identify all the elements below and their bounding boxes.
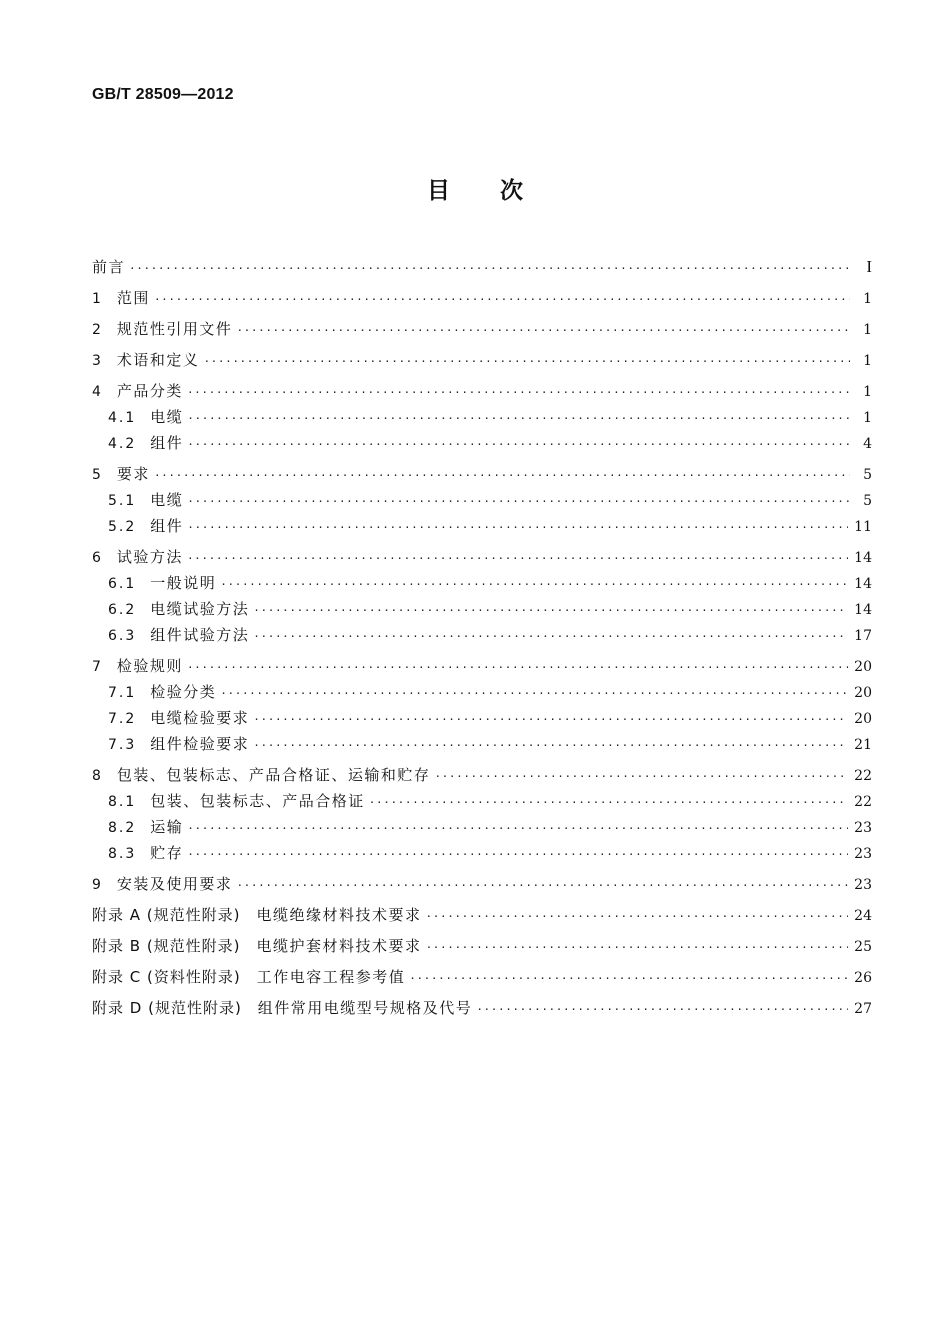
toc-entry-6[interactable] <box>92 546 872 572</box>
toc-entry-number: 8.3 <box>108 846 137 862</box>
toc-entry-page: 5 <box>863 467 872 483</box>
toc-entry-page: 22 <box>854 794 872 810</box>
toc-entry-page: 1 <box>863 291 872 307</box>
toc-entry-3[interactable] <box>92 349 872 375</box>
toc-entry-number: 3 <box>92 353 103 369</box>
toc-entry-7[interactable] <box>92 655 872 681</box>
toc-entry-2[interactable] <box>92 318 872 344</box>
toc-entry-4[interactable] <box>92 380 872 406</box>
toc-entry-label: 电缆绝缘材料技术要求 <box>256 906 422 924</box>
toc-entry-number: 7.2 <box>108 711 137 727</box>
toc-entry-page: 23 <box>854 846 872 862</box>
toc-entry-5-2[interactable] <box>92 515 872 541</box>
toc-entry-page: 14 <box>854 602 872 618</box>
toc-entry-4-2[interactable] <box>92 432 872 458</box>
toc-entry-label: 安装及使用要求 <box>116 875 233 893</box>
table-of-contents <box>92 256 872 1023</box>
toc-entry-label: 要求 <box>116 465 150 483</box>
toc-entry-page: 11 <box>854 519 872 535</box>
toc-entry-annex-c[interactable] <box>92 966 872 992</box>
toc-entry-annex-a[interactable] <box>92 904 872 930</box>
leader-dots <box>203 356 850 367</box>
toc-entry-label: 组件常用电缆型号规格及代号 <box>257 999 473 1017</box>
toc-entry-foreword[interactable] <box>92 256 872 282</box>
leader-dots <box>236 880 848 891</box>
toc-entry-5[interactable] <box>92 463 872 489</box>
toc-entry-label: 包装、包装标志、产品合格证 <box>150 792 365 810</box>
leader-dots <box>426 911 849 922</box>
toc-entry-number: 6.1 <box>108 576 137 592</box>
toc-entry-8-3[interactable] <box>92 842 872 868</box>
leader-dots <box>187 439 850 450</box>
toc-entry-annex-b[interactable] <box>92 935 872 961</box>
toc-entry-7-2[interactable] <box>92 707 872 733</box>
toc-entry-label: 电缆 <box>150 491 184 509</box>
toc-entry-7-1[interactable] <box>92 681 872 707</box>
toc-entry-number: 8 <box>92 768 103 784</box>
leader-dots <box>187 823 848 834</box>
toc-entry-label: 检验规则 <box>116 657 183 675</box>
leader-dots <box>220 688 848 699</box>
toc-entry-1[interactable] <box>92 287 872 313</box>
toc-entry-page: I <box>866 257 872 276</box>
toc-entry-label: 组件 <box>150 517 184 535</box>
leader-dots <box>253 714 848 725</box>
toc-entry-number: 1 <box>92 291 103 307</box>
toc-entry-page: 23 <box>854 820 872 836</box>
toc-entry-page: 24 <box>854 908 872 924</box>
toc-entry-number: 5 <box>92 467 103 483</box>
toc-entry-page: 20 <box>854 659 872 675</box>
toc-entry-6-1[interactable] <box>92 572 872 598</box>
toc-entry-label: 工作电容工程参考值 <box>256 968 406 986</box>
leader-dots <box>476 1004 848 1015</box>
toc-entry-page: 25 <box>854 939 872 955</box>
leader-dots <box>426 942 849 953</box>
toc-entry-page: 23 <box>854 877 872 893</box>
toc-entry-number: 7.3 <box>108 737 137 753</box>
toc-entry-annex-d[interactable] <box>92 997 872 1023</box>
toc-entry-8[interactable] <box>92 764 872 790</box>
leader-dots <box>253 605 848 616</box>
toc-entry-label: 电缆护套材料技术要求 <box>256 937 422 955</box>
toc-entry-label: 试验方法 <box>116 548 183 566</box>
leader-dots <box>253 740 848 751</box>
toc-entry-6-2[interactable] <box>92 598 872 624</box>
leader-dots <box>129 263 850 274</box>
toc-entry-number: 6.3 <box>108 628 137 644</box>
leader-dots <box>236 325 850 336</box>
leader-dots <box>187 849 848 860</box>
leader-dots <box>409 973 848 984</box>
toc-entry-label: 组件试验方法 <box>150 626 250 644</box>
toc-entry-page: 14 <box>854 576 872 592</box>
leader-dots <box>253 631 848 642</box>
toc-entry-4-1[interactable] <box>92 406 872 432</box>
toc-entry-number: 8.2 <box>108 820 137 836</box>
toc-entry-number: 6 <box>92 550 103 566</box>
toc-entry-number: 2 <box>92 322 103 338</box>
leader-dots <box>187 522 848 533</box>
annex-tag: 附录 C (资料性附录) <box>92 968 241 986</box>
toc-entry-label: 电缆检验要求 <box>150 709 250 727</box>
toc-entry-number: 7.1 <box>108 685 137 701</box>
toc-entry-page: 21 <box>854 737 872 753</box>
toc-entry-page: 1 <box>863 384 872 400</box>
toc-entry-8-2[interactable] <box>92 816 872 842</box>
toc-entry-7-3[interactable] <box>92 733 872 759</box>
toc-entry-page: 1 <box>863 353 872 369</box>
toc-entry-label: 检验分类 <box>150 683 217 701</box>
toc-entry-number: 4.2 <box>108 436 137 452</box>
toc-entry-number: 4 <box>92 384 103 400</box>
toc-entry-page: 1 <box>863 322 872 338</box>
annex-tag: 附录 A (规范性附录) <box>92 906 241 924</box>
toc-entry-number: 6.2 <box>108 602 137 618</box>
toc-entry-label: 组件检验要求 <box>150 735 250 753</box>
toc-entry-label: 前言 <box>92 258 126 276</box>
toc-entry-page: 26 <box>854 970 872 986</box>
leader-dots <box>187 387 850 398</box>
toc-entry-label: 电缆试验方法 <box>150 600 250 618</box>
leader-dots <box>187 662 848 673</box>
toc-entry-label: 规范性引用文件 <box>116 320 233 338</box>
toc-entry-page: 14 <box>854 550 872 566</box>
toc-entry-label: 范围 <box>116 289 150 307</box>
annex-tag: 附录 B (规范性附录) <box>92 937 241 955</box>
toc-entry-page: 4 <box>863 436 872 452</box>
toc-entry-8-1[interactable] <box>92 790 872 816</box>
toc-entry-label: 贮存 <box>150 844 184 862</box>
toc-entry-number: 7 <box>92 659 103 675</box>
toc-entry-page: 27 <box>854 1001 872 1017</box>
toc-entry-label: 术语和定义 <box>116 351 200 369</box>
leader-dots <box>187 496 850 507</box>
toc-entry-page: 22 <box>854 768 872 784</box>
toc-entry-page: 5 <box>863 493 872 509</box>
toc-entry-6-3[interactable] <box>92 624 872 650</box>
leader-dots <box>187 413 850 424</box>
annex-tag: 附录 D (规范性附录) <box>92 999 242 1017</box>
toc-entry-number: 5.1 <box>108 493 137 509</box>
leader-dots <box>154 294 850 305</box>
leader-dots <box>154 470 850 481</box>
toc-entry-label: 运输 <box>150 818 184 836</box>
toc-entry-9[interactable] <box>92 873 872 899</box>
toc-entry-number: 4.1 <box>108 410 137 426</box>
leader-dots <box>187 553 848 564</box>
leader-dots <box>369 797 848 808</box>
toc-entry-label: 电缆 <box>150 408 184 426</box>
toc-entry-page: 1 <box>863 410 872 426</box>
toc-entry-page: 17 <box>854 628 872 644</box>
toc-entry-label: 一般说明 <box>150 574 217 592</box>
page-title: 目次 <box>427 178 573 204</box>
toc-entry-label: 组件 <box>150 434 184 452</box>
toc-entry-page: 20 <box>854 711 872 727</box>
toc-entry-label: 产品分类 <box>116 382 183 400</box>
toc-entry-5-1[interactable] <box>92 489 872 515</box>
leader-dots <box>220 579 848 590</box>
toc-entry-number: 8.1 <box>108 794 137 810</box>
toc-entry-number: 9 <box>92 877 103 893</box>
standard-code: GB/T 28509—2012 <box>92 86 234 103</box>
toc-entry-page: 20 <box>854 685 872 701</box>
toc-entry-number: 5.2 <box>108 519 137 535</box>
leader-dots <box>434 771 848 782</box>
toc-entry-label: 包装、包装标志、产品合格证、运输和贮存 <box>116 766 431 784</box>
